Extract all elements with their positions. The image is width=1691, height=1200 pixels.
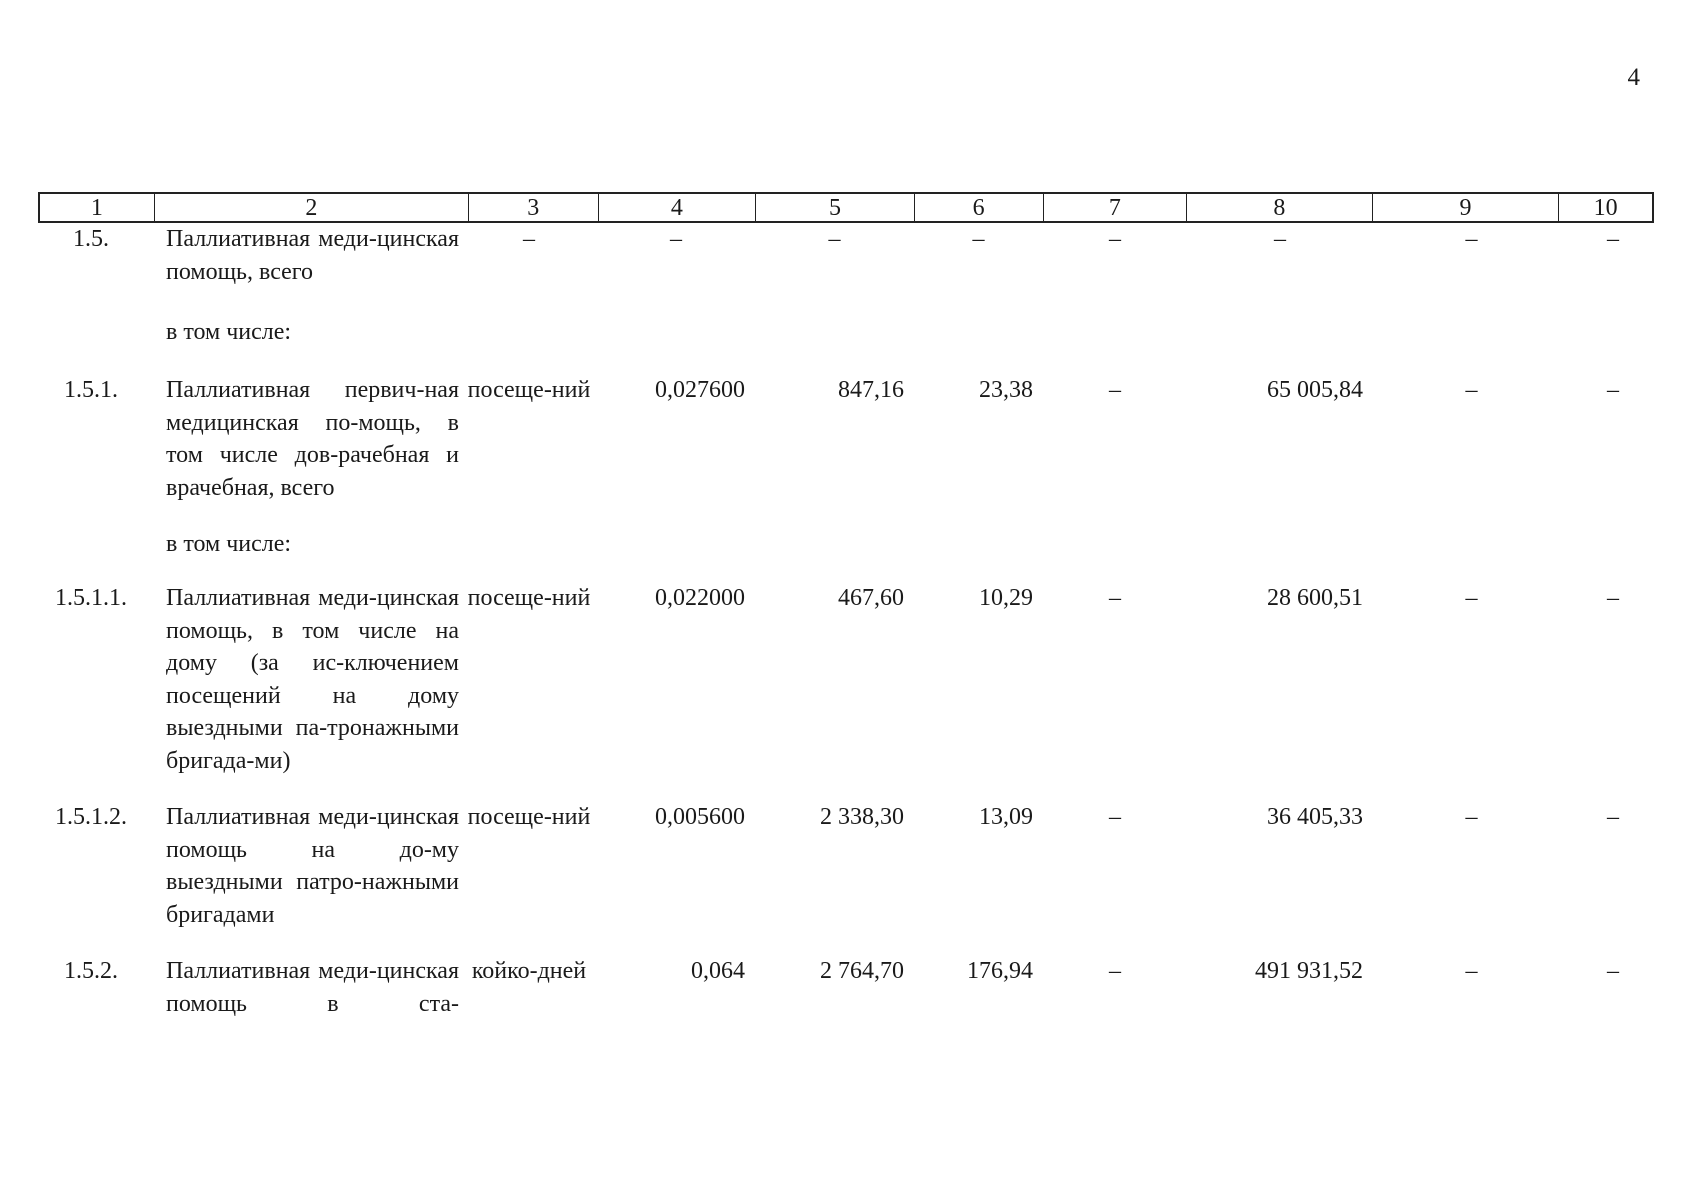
row-value-col5: 2 338,30 <box>820 804 904 830</box>
row-unit: посеще-ний <box>467 585 591 611</box>
table-row <box>38 955 1654 1020</box>
row-description: Паллиативная меди-цинская помощь в ста- <box>166 958 459 1017</box>
header-cell: 6 <box>914 194 1043 221</box>
row-value-col7: – <box>1109 226 1121 252</box>
row-description: Паллиативная меди-цинская помощь, в том числе на дому (за ис-ключением посещений на дому выездными па-тронажными бригада-ми) <box>166 585 459 774</box>
row-value-col7: – <box>1109 958 1121 984</box>
row-value-col6: 176,94 <box>967 958 1033 984</box>
header-cell: 8 <box>1186 194 1372 221</box>
row-value-col9: – <box>1465 226 1478 252</box>
row-value-col6: 23,38 <box>979 377 1033 403</box>
row-number: 1.5.2. <box>64 958 118 984</box>
row-value-col10: – <box>1607 804 1619 830</box>
row-value-col8: 36 405,33 <box>1267 804 1363 830</box>
row-number: 1.5.1.2. <box>55 804 127 830</box>
header-cell: 5 <box>755 194 914 221</box>
row-value-col9: – <box>1465 958 1478 984</box>
row-value-col4: 0,027600 <box>655 377 745 403</box>
row-unit: посеще-ний <box>467 377 591 403</box>
row-value-col6: 13,09 <box>979 804 1033 830</box>
row-value-col7: – <box>1109 804 1121 830</box>
row-value-col8: 28 600,51 <box>1267 585 1363 611</box>
row-value-col8: 491 931,52 <box>1255 958 1363 984</box>
row-value-col4: 0,022000 <box>655 585 745 611</box>
row-value-col5: 847,16 <box>838 377 904 403</box>
including-note: в том числе: <box>166 531 292 557</box>
page-number: 4 <box>1627 64 1640 91</box>
row-number: 1.5. <box>73 226 109 252</box>
row-unit: койко-дней <box>471 958 587 984</box>
row-unit: посеще-ний <box>467 804 591 830</box>
row-value-col9: – <box>1465 377 1478 403</box>
row-value-col7: – <box>1109 377 1121 403</box>
row-value-col6: 10,29 <box>979 585 1033 611</box>
row-value-col10: – <box>1607 958 1619 984</box>
row-unit: – <box>523 226 535 252</box>
header-cell: 2 <box>154 194 468 221</box>
column-number-header <box>38 192 1654 223</box>
row-description: Паллиативная первич-ная медицинская по-мощь, в том числе дов-рачебная и врачебная, всего <box>166 377 459 501</box>
row-value-col8: 65 005,84 <box>1267 377 1363 403</box>
header-cell: 3 <box>468 194 598 221</box>
row-value-col7: – <box>1109 585 1121 611</box>
row-value-col10: – <box>1607 377 1619 403</box>
table-row <box>38 801 1654 931</box>
row-value-col4: – <box>670 226 682 252</box>
table-row <box>38 582 1654 777</box>
row-value-col9: – <box>1465 804 1478 830</box>
row-value-col8: – <box>1274 226 1286 252</box>
row-number: 1.5.1. <box>64 377 118 403</box>
tariff-table <box>38 192 1654 1020</box>
table-row <box>38 374 1654 504</box>
header-cell: 4 <box>598 194 756 221</box>
header-cell: 9 <box>1372 194 1559 221</box>
header-cell: 7 <box>1043 194 1187 221</box>
including-note: в том числе: <box>166 319 292 345</box>
header-cell: 1 <box>90 195 103 221</box>
row-value-col6: – <box>972 226 985 252</box>
row-description: Паллиативная меди-цинская помощь на до-му выездными патро-нажными бригадами <box>166 804 459 928</box>
row-value-col5: 467,60 <box>838 585 904 611</box>
row-value-col5: – <box>828 226 841 252</box>
row-value-col4: 0,064 <box>691 958 745 984</box>
row-value-col10: – <box>1607 226 1619 252</box>
row-value-col5: 2 764,70 <box>820 958 904 984</box>
row-number: 1.5.1.1. <box>55 585 127 611</box>
row-value-col10: – <box>1607 585 1619 611</box>
row-value-col4: 0,005600 <box>655 804 745 830</box>
row-description: Паллиативная меди-цинская помощь, всего <box>166 226 459 285</box>
header-cell: 10 <box>1558 194 1652 221</box>
table-row <box>38 223 1654 288</box>
row-value-col9: – <box>1465 585 1478 611</box>
